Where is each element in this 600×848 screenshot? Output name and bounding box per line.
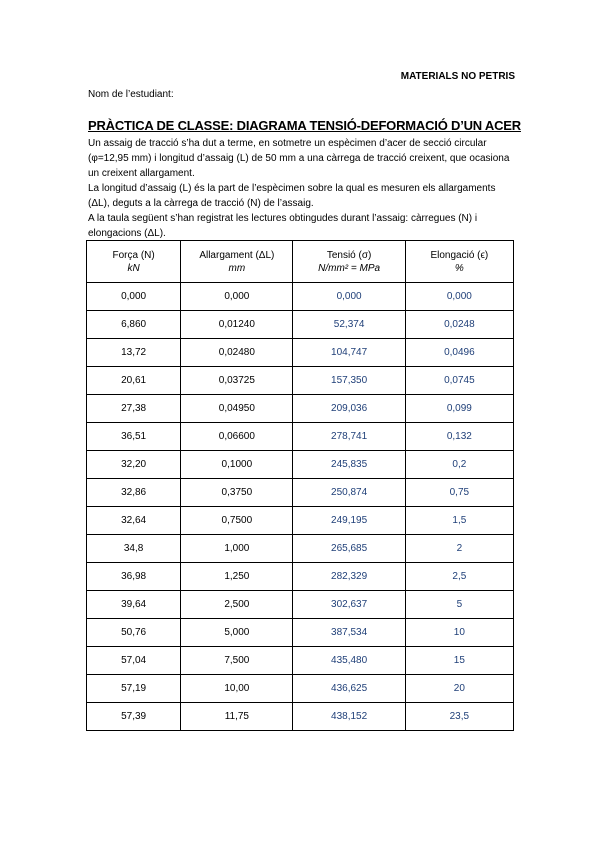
table-row	[87, 479, 514, 507]
cell-elongation-length: 11,75	[181, 703, 293, 731]
cell-force: 36,98	[87, 563, 181, 591]
cell-stress: 282,329	[293, 563, 405, 591]
cell-elongation-length: 0,06600	[181, 423, 293, 451]
cell-force: 39,64	[87, 591, 181, 619]
cell-stress: 0,000	[293, 283, 405, 311]
cell-force: 34,8	[87, 535, 181, 563]
cell-force: 57,19	[87, 675, 181, 703]
header-force-label: Força (N)	[112, 249, 155, 261]
table-row	[87, 507, 514, 535]
header-strain-unit: %	[454, 262, 464, 274]
cell-force: 20,61	[87, 367, 181, 395]
cell-force: 32,64	[87, 507, 181, 535]
table-row	[87, 423, 514, 451]
table-row	[87, 339, 514, 367]
cell-strain: 2	[405, 535, 513, 563]
header-stress	[293, 241, 405, 283]
intro-text	[88, 136, 518, 241]
cell-stress: 265,685	[293, 535, 405, 563]
cell-elongation-length: 7,500	[181, 647, 293, 675]
table-row	[87, 675, 514, 703]
cell-stress: 387,534	[293, 619, 405, 647]
cell-stress: 249,195	[293, 507, 405, 535]
table-row	[87, 311, 514, 339]
course-title: MATERIALS NO PETRIS	[400, 71, 515, 82]
cell-force: 36,51	[87, 423, 181, 451]
table-header-row	[87, 241, 514, 283]
cell-stress: 104,747	[293, 339, 405, 367]
cell-strain: 1,5	[405, 507, 513, 535]
cell-strain: 0,0745	[405, 367, 513, 395]
cell-elongation-length: 5,000	[181, 619, 293, 647]
table-row	[87, 367, 514, 395]
cell-stress: 438,152	[293, 703, 405, 731]
table-row	[87, 563, 514, 591]
cell-elongation-length: 1,000	[181, 535, 293, 563]
table-row	[87, 283, 514, 311]
cell-elongation-length: 2,500	[181, 591, 293, 619]
cell-strain: 0,2	[405, 451, 513, 479]
cell-elongation-length: 0,01240	[181, 311, 293, 339]
cell-elongation-length: 0,03725	[181, 367, 293, 395]
header-stress-unit: N/mm² = MPa	[318, 262, 381, 274]
intro-paragraph-3: A la taula següent s’han registrat les lectures obtingudes durant l’assaig: càrregues (N) i elongacions (ΔL).	[88, 213, 478, 239]
cell-strain: 0,132	[405, 423, 513, 451]
cell-stress: 209,036	[293, 395, 405, 423]
table-row	[87, 591, 514, 619]
cell-strain: 23,5	[405, 703, 513, 731]
header-force-unit: kN	[127, 262, 140, 274]
cell-force: 27,38	[87, 395, 181, 423]
cell-strain: 2,5	[405, 563, 513, 591]
cell-strain: 15	[405, 647, 513, 675]
cell-force: 32,86	[87, 479, 181, 507]
cell-stress: 52,374	[293, 311, 405, 339]
cell-stress: 245,835	[293, 451, 405, 479]
cell-force: 32,20	[87, 451, 181, 479]
cell-strain: 10	[405, 619, 513, 647]
table-row	[87, 451, 514, 479]
intro-paragraph-2: La longitud d’assaig (L) és la part de l’espècimen sobre la qual es mesuren els allargaments (ΔL), deguts a la càrrega de tracció (N) de l’assaig.	[88, 183, 496, 209]
header-force	[87, 241, 181, 283]
header-elongation-length	[181, 241, 293, 283]
table-row	[87, 619, 514, 647]
header-strain	[405, 241, 513, 283]
cell-force: 57,04	[87, 647, 181, 675]
cell-stress: 278,741	[293, 423, 405, 451]
cell-elongation-length: 0,1000	[181, 451, 293, 479]
cell-force: 57,39	[87, 703, 181, 731]
table-row	[87, 395, 514, 423]
header-strain-label: Elongació (ϵ)	[430, 249, 489, 261]
cell-force: 6,860	[87, 311, 181, 339]
table-row	[87, 535, 514, 563]
cell-strain: 20	[405, 675, 513, 703]
student-name-label: Nom de l’estudiant:	[88, 89, 174, 100]
cell-elongation-length: 0,000	[181, 283, 293, 311]
cell-elongation-length: 0,7500	[181, 507, 293, 535]
header-elongation-length-unit: mm	[228, 262, 246, 274]
cell-strain: 0,0248	[405, 311, 513, 339]
table-row	[87, 647, 514, 675]
cell-strain: 0,75	[405, 479, 513, 507]
cell-force: 50,76	[87, 619, 181, 647]
header-stress-label: Tensió (σ)	[326, 249, 372, 261]
cell-stress: 157,350	[293, 367, 405, 395]
cell-elongation-length: 10,00	[181, 675, 293, 703]
cell-elongation-length: 0,02480	[181, 339, 293, 367]
tensile-test-table	[86, 240, 514, 731]
cell-stress: 436,625	[293, 675, 405, 703]
cell-strain: 0,0496	[405, 339, 513, 367]
cell-stress: 435,480	[293, 647, 405, 675]
page-title: PRÀCTICA DE CLASSE: DIAGRAMA TENSIÓ-DEFORMACIÓ D’UN ACER	[88, 118, 521, 133]
cell-force: 13,72	[87, 339, 181, 367]
cell-stress: 302,637	[293, 591, 405, 619]
header-elongation-length-label: Allargament (ΔL)	[199, 249, 275, 261]
cell-elongation-length: 0,3750	[181, 479, 293, 507]
cell-elongation-length: 0,04950	[181, 395, 293, 423]
cell-stress: 250,874	[293, 479, 405, 507]
cell-strain: 0,000	[405, 283, 513, 311]
intro-paragraph-1: Un assaig de tracció s’ha dut a terme, en sotmetre un espècimen d’acer de secció circular (φ=12,95 mm) i longitud d’assaig (L) de 50 mm a una càrrega de tracció creixent, que ocasiona un creixent allargament.	[88, 138, 510, 179]
cell-strain: 5	[405, 591, 513, 619]
table-row	[87, 703, 514, 731]
cell-elongation-length: 1,250	[181, 563, 293, 591]
cell-strain: 0,099	[405, 395, 513, 423]
cell-force: 0,000	[87, 283, 181, 311]
